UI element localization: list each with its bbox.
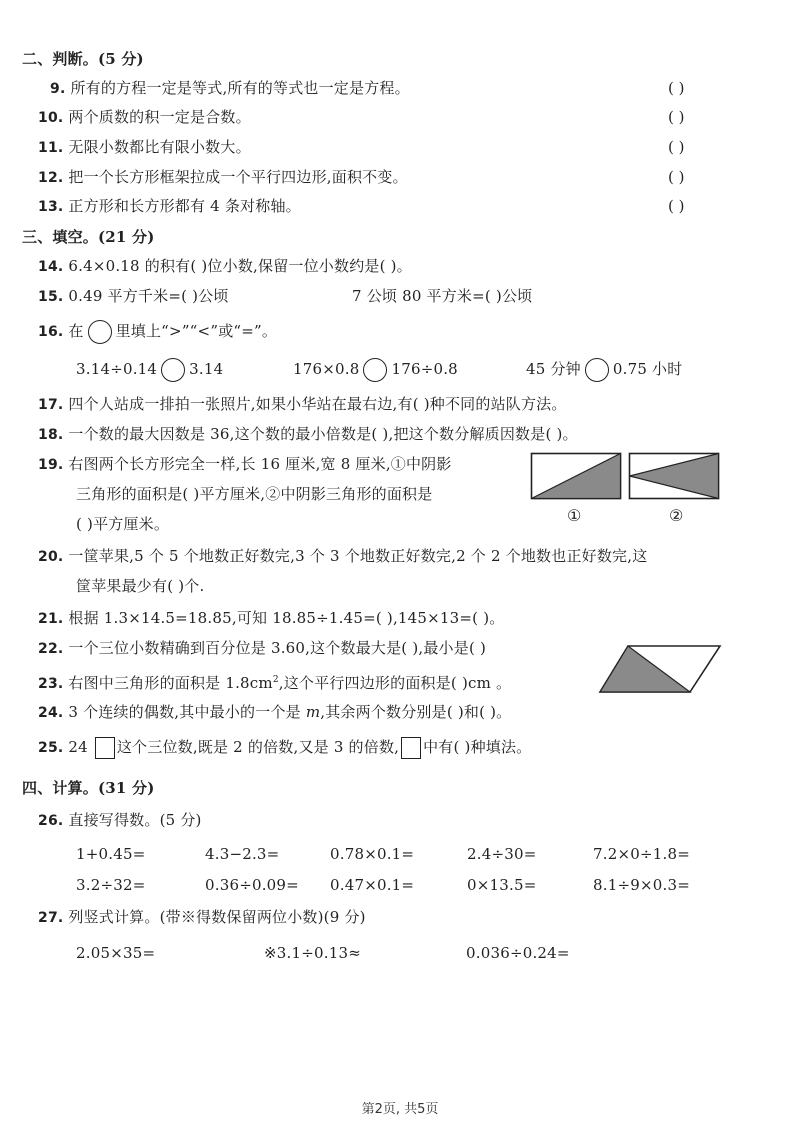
question-number: 17. [38, 397, 64, 413]
question-text: 把一个长方形框架拉成一个平行四边形,面积不变。 [68, 168, 408, 186]
calc-2-1: 3.2÷32= [76, 876, 146, 894]
compare-circle-c[interactable] [585, 358, 609, 382]
blank-box-reference [401, 737, 421, 759]
question-16 [38, 318, 277, 345]
question-number: 20. [38, 549, 64, 565]
compare-circle-a[interactable] [161, 358, 185, 382]
answer-paren-12[interactable]: ( ) [668, 168, 685, 186]
vertical-calc-2: ※3.1÷0.13≈ [264, 944, 361, 962]
question-20-line1 [38, 546, 647, 567]
question-24 [38, 702, 511, 723]
question-number: 11. [38, 140, 64, 156]
question-26 [38, 810, 202, 831]
question-22 [38, 638, 486, 659]
question-number: 14. [38, 259, 64, 275]
compare-a [76, 356, 223, 382]
question-text-pre: 右图中三角形的面积是 1.8cm [68, 674, 273, 692]
question-text-post: ,其余两个数分别是( )和( )。 [320, 703, 512, 721]
answer-paren-11[interactable]: ( ) [668, 138, 685, 156]
calc-1-1: 1+0.45= [76, 845, 146, 863]
question-20-line2: 筐苹果最少有( )个. [76, 577, 205, 595]
question-15 [38, 286, 229, 307]
calc-2-4: 0×13.5= [467, 876, 537, 894]
question-12 [38, 167, 408, 188]
calc-1-5: 7.2×0÷1.8= [593, 845, 690, 863]
question-19-line2: 三角形的面积是( )平方厘米,②中阴影三角形的面积是 [76, 485, 433, 503]
question-number: 22. [38, 641, 64, 657]
question-text-post: 中有( )种填法。 [423, 738, 532, 756]
question-number: 23. [38, 676, 64, 692]
section-3-title: 三、填空。(21 分) [22, 228, 155, 246]
vertical-calc-3: 0.036÷0.24= [466, 944, 570, 962]
question-number: 21. [38, 611, 64, 627]
question-text: 一个三位小数精确到百分位是 3.60,这个数最大是( ),最小是( ) [68, 639, 487, 657]
question-text: 所有的方程一定是等式,所有的等式也一定是方程。 [70, 79, 410, 97]
figure-1-caption: ① [567, 506, 582, 525]
question-text: 正方形和长方形都有 4 条对称轴。 [68, 197, 301, 215]
compare-b-left: 176×0.8 [293, 360, 360, 378]
variable-m: m [305, 703, 321, 721]
question-25 [38, 734, 531, 761]
question-11 [38, 137, 251, 158]
compare-b [293, 356, 458, 382]
calc-1-3: 0.78×0.1= [330, 845, 415, 863]
rectangle-figure-1 [530, 452, 622, 500]
question-text: 右图两个长方形完全一样,长 16 厘米,宽 8 厘米,①中阴影 [68, 455, 452, 473]
question-text: 根据 1.3×14.5=18.85,可知 18.85÷1.45=( ),145×13=( )。 [68, 609, 505, 627]
question-15-b: 7 公顷 80 平方米=( )公顷 [352, 287, 533, 305]
section-4-title: 四、计算。(31 分) [22, 779, 155, 797]
question-10 [38, 107, 251, 128]
calc-2-3: 0.47×0.1= [330, 876, 415, 894]
section-2-title: 二、判断。(5 分) [22, 50, 144, 68]
question-number: 15. [38, 289, 64, 305]
question-number: 9. [50, 81, 66, 97]
question-27 [38, 907, 366, 928]
question-18 [38, 424, 578, 445]
calc-2-2: 0.36÷0.09= [205, 876, 299, 894]
compare-c [526, 356, 682, 382]
question-text: 6.4×0.18 的积有( )位小数,保留一位小数约是( )。 [68, 257, 412, 275]
calc-1-2: 4.3−2.3= [205, 845, 280, 863]
question-text-post: ,这个平行四边形的面积是( )cm 。 [278, 674, 512, 692]
question-text: 四个人站成一排拍一张照片,如果小华站在最右边,有( )种不同的站队方法。 [68, 395, 567, 413]
question-21 [38, 608, 504, 629]
compare-circle-sample [88, 320, 112, 344]
compare-b-right: 176÷0.8 [391, 360, 458, 378]
question-text-pre: 在 [68, 322, 84, 340]
calc-1-4: 2.4÷30= [467, 845, 537, 863]
question-text: 列竖式计算。(带※得数保留两位小数)(9 分) [68, 908, 366, 926]
question-17 [38, 394, 567, 415]
question-text: 一筐苹果,5 个 5 个地数正好数完,3 个 3 个地数正好数完,2 个 2 个地数也正好数完,这 [68, 547, 648, 565]
question-19-line3: ( )平方厘米。 [76, 515, 170, 533]
question-14 [38, 256, 412, 277]
question-19-line1 [38, 454, 452, 475]
question-text: 无限小数都比有限小数大。 [68, 138, 251, 156]
unit-exponent: 2 [272, 675, 279, 685]
question-number: 16. [38, 324, 64, 340]
question-text-mid: 这个三位数,既是 2 的倍数,又是 3 的倍数, [116, 738, 400, 756]
question-number: 19. [38, 457, 64, 473]
question-text-a: 0.49 平方千米=( )公顷 [68, 287, 229, 305]
question-text: 两个质数的积一定是合数。 [68, 108, 251, 126]
vertical-calc-1: 2.05×35= [76, 944, 156, 962]
compare-c-right: 0.75 小时 [612, 360, 683, 378]
question-number: 24. [38, 705, 64, 721]
answer-paren-10[interactable]: ( ) [668, 108, 685, 126]
question-text-pre: 3 个连续的偶数,其中最小的一个是 [68, 703, 306, 721]
question-text-post: 里填上“>”“<”或“=”。 [115, 322, 278, 340]
answer-paren-13[interactable]: ( ) [668, 197, 685, 215]
rectangle-figure-2 [628, 452, 720, 500]
compare-a-left: 3.14÷0.14 [76, 360, 158, 378]
compare-circle-b[interactable] [363, 358, 387, 382]
question-number: 27. [38, 910, 64, 926]
question-number: 13. [38, 199, 64, 215]
question-number: 25. [38, 740, 64, 756]
answer-paren-9[interactable]: ( ) [668, 79, 685, 97]
question-9 [50, 78, 410, 99]
figure-2-caption: ② [669, 506, 684, 525]
question-number: 12. [38, 170, 64, 186]
question-number: 10. [38, 110, 64, 126]
compare-c-left: 45 分钟 [526, 360, 581, 378]
question-text-pre: 24 [68, 738, 88, 756]
blank-box[interactable] [95, 737, 115, 759]
compare-a-right: 3.14 [189, 360, 224, 378]
question-number: 18. [38, 427, 64, 443]
question-text: 直接写得数。(5 分) [68, 811, 202, 829]
calc-2-5: 8.1÷9×0.3= [593, 876, 690, 894]
question-23 [38, 670, 511, 694]
parallelogram-figure [598, 644, 722, 694]
page-footer: 第2页, 共5页 [361, 1102, 439, 1117]
question-number: 26. [38, 813, 64, 829]
question-text: 一个数的最大因数是 36,这个数的最小倍数是( ),把这个数分解质因数是( )。 [68, 425, 578, 443]
question-13 [38, 196, 301, 217]
